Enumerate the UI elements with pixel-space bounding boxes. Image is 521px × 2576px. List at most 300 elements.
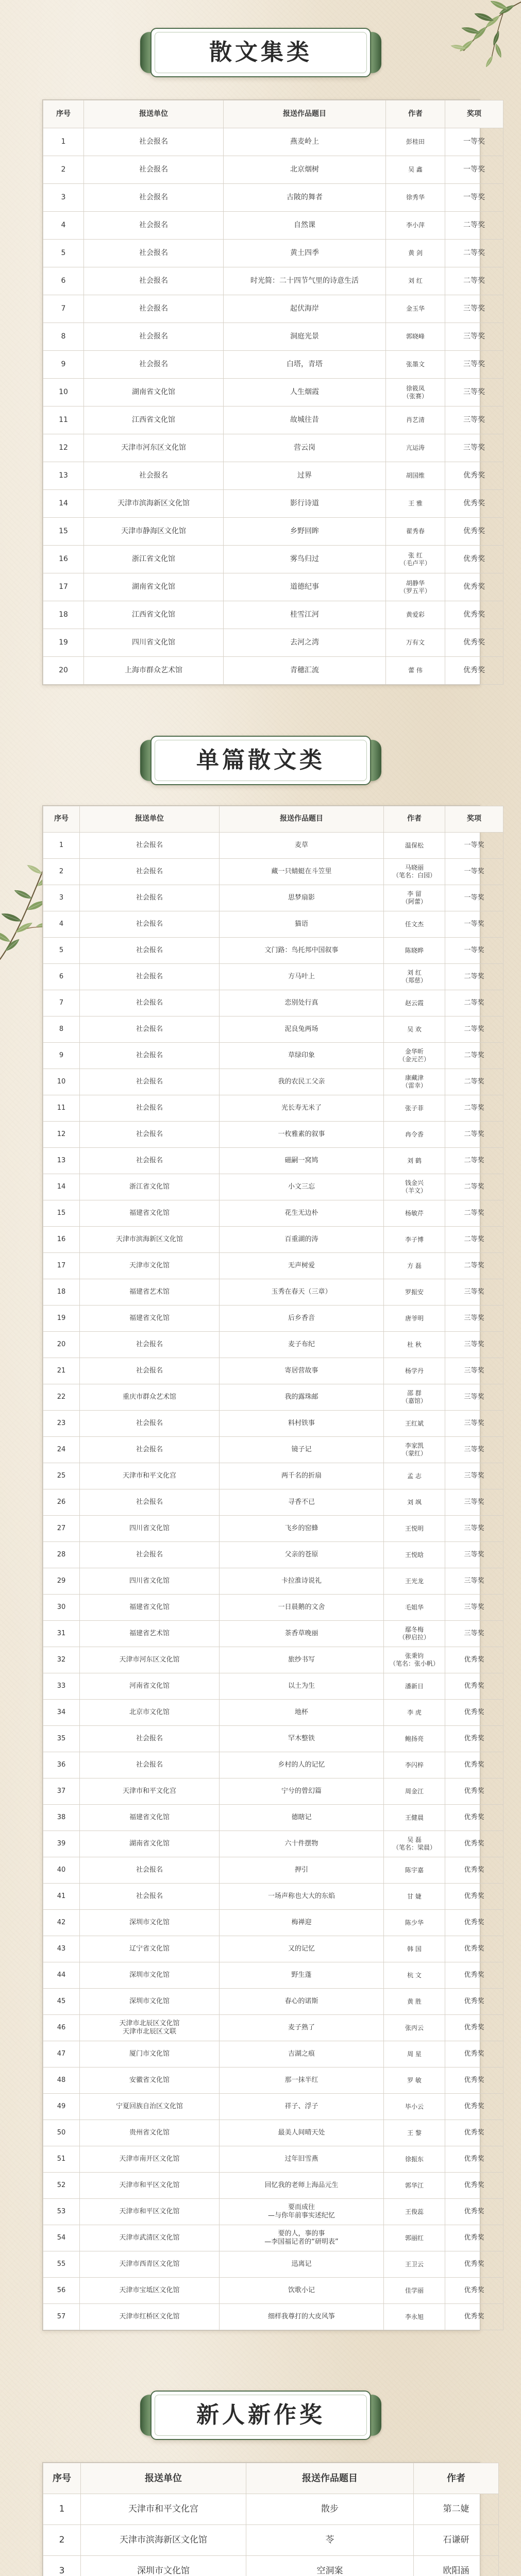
cell-unit: 社会报名 (80, 990, 220, 1016)
cell-author: 王光龙 (384, 1568, 445, 1595)
leaf-vein (6, 940, 18, 950)
cell-title: 吉湖之痕 (220, 2041, 384, 2067)
section-title: 单篇散文类 (196, 747, 325, 773)
cell-serial: 1 (43, 128, 84, 156)
cell-serial: 25 (43, 1463, 80, 1489)
cell-author: 蕾 伟 (386, 657, 445, 685)
cell-title: 两千名的折扇 (220, 1463, 384, 1489)
cell-award: 三等奖 (445, 1279, 503, 1306)
cell-title: 白塔，青塔 (224, 351, 386, 379)
table-row (43, 1227, 503, 1253)
cell-title: 祥子、浮子 (220, 2094, 384, 2120)
cell-award: 优秀奖 (445, 518, 503, 546)
cell-title: 梅禅迎 (220, 1910, 384, 1936)
cell-unit: 湖南省文化馆 (84, 573, 224, 601)
cell-award: 二等奖 (445, 267, 503, 295)
table-row (43, 267, 503, 295)
cell-award: 三等奖 (445, 1411, 503, 1437)
table-row (43, 2120, 503, 2146)
cell-author: 李小萍 (386, 212, 445, 240)
cell-title: 草绿印象 (220, 1043, 384, 1069)
cell-serial: 18 (43, 1279, 80, 1306)
cell-unit: 天津市和平文化宫 (80, 1463, 220, 1489)
cell-serial: 1 (43, 2494, 81, 2525)
cell-unit: 天津市文化馆 (80, 1253, 220, 1279)
cell-title: 燕麦岭上 (224, 128, 386, 156)
cell-title: 藏一只蜻蜓在斗笠里 (220, 859, 384, 885)
cell-title: 道德纪事 (224, 573, 386, 601)
table-row (43, 462, 503, 490)
table-row (43, 1043, 503, 1069)
cell-serial: 3 (43, 2556, 81, 2576)
cell-serial: 49 (43, 2094, 80, 2120)
cell-author: 黄爱彩 (386, 601, 445, 629)
cell-unit: 天津市武清区文化馆 (80, 2225, 220, 2251)
cell-serial: 36 (43, 1752, 80, 1778)
cell-award: 二等奖 (445, 1148, 503, 1174)
cell-unit: 社会报名 (84, 267, 224, 295)
cell-serial: 20 (43, 1332, 80, 1358)
table-row (43, 2041, 503, 2067)
table-row (43, 1936, 503, 1962)
cell-award: 优秀奖 (445, 1884, 503, 1910)
section-title: 新人新作奖 (196, 2402, 325, 2428)
cell-award: 三等奖 (445, 1463, 503, 1489)
column-header-unit: 报送单位 (84, 100, 224, 128)
cell-award: 优秀奖 (445, 1726, 503, 1752)
cell-unit: 天津市河东区文化馆 (80, 1647, 220, 1673)
cell-author: 钱金兴 （羊文） (384, 1174, 445, 1200)
table-body (43, 128, 503, 685)
cell-author: 胡国维 (386, 462, 445, 490)
cell-author: 张丙云 (384, 2015, 445, 2041)
cell-title: 时光简：二十四节气里的诗意生活 (224, 267, 386, 295)
cell-title: 玉秀在春天（三章） (220, 1279, 384, 1306)
cell-author: 王卫云 (384, 2251, 445, 2278)
cell-unit: 北京市文化馆 (80, 1700, 220, 1726)
cell-serial: 4 (43, 212, 84, 240)
cell-title: 乡野回眸 (224, 518, 386, 546)
table-row (43, 1805, 503, 1831)
cell-award: 二等奖 (445, 1227, 503, 1253)
cell-title: 宁兮的曾幻篇 (220, 1778, 384, 1805)
cell-unit: 深圳市文化馆 (80, 1962, 220, 1989)
cell-serial: 40 (43, 1857, 80, 1884)
cell-serial: 17 (43, 1253, 80, 1279)
section-banner-prose-collection (138, 24, 383, 81)
cell-serial: 14 (43, 490, 84, 518)
cell-unit: 社会报名 (80, 938, 220, 964)
cell-unit: 社会报名 (80, 833, 220, 859)
cell-unit: 社会报名 (80, 1857, 220, 1884)
cell-author: 李永旭 (384, 2304, 445, 2330)
cell-award: 二等奖 (445, 1095, 503, 1122)
cell-serial: 2 (43, 2525, 81, 2556)
cell-author: 罗振安 (384, 1279, 445, 1306)
cell-title: 营云岗 (224, 434, 386, 462)
cell-unit: 社会报名 (80, 1437, 220, 1463)
cell-serial: 47 (43, 2041, 80, 2067)
cell-title: 罕木整铁 (220, 1726, 384, 1752)
award-table (43, 806, 503, 2330)
cell-award: 三等奖 (445, 434, 503, 462)
cell-serial: 3 (43, 184, 84, 212)
header-row (43, 100, 503, 128)
cell-title: 寻香不已 (220, 1489, 384, 1516)
cell-author: 温保松 (384, 833, 445, 859)
cell-serial: 48 (43, 2067, 80, 2094)
table-row (43, 2304, 503, 2330)
cell-author: 王 黎 (384, 2120, 445, 2146)
cell-title: 过界 (224, 462, 386, 490)
table-row (43, 885, 503, 911)
cell-title: 光长寿无米了 (220, 1095, 384, 1122)
cell-author: 李 留 （阿蕾） (384, 885, 445, 911)
cell-serial: 26 (43, 1489, 80, 1516)
column-header-author: 作者 (384, 806, 445, 833)
cell-serial: 35 (43, 1726, 80, 1752)
cell-unit: 天津市静海区文化馆 (84, 518, 224, 546)
cell-title: 飞乡的窑蜂 (220, 1516, 384, 1542)
cell-unit: 天津市和平区文化馆 (80, 2173, 220, 2199)
cell-unit: 社会报名 (84, 351, 224, 379)
column-header-unit: 报送单位 (80, 806, 220, 833)
cell-author: 亢运涛 (386, 434, 445, 462)
cell-award: 三等奖 (445, 406, 503, 434)
table-row (43, 1279, 503, 1306)
cell-unit: 社会报名 (80, 859, 220, 885)
cell-award: 三等奖 (445, 1384, 503, 1411)
cell-unit: 天津市和平文化宫 (81, 2494, 246, 2525)
cell-title: 春心的诺斯 (220, 1989, 384, 2015)
cell-serial: 2 (43, 859, 80, 885)
table-row (43, 2067, 503, 2094)
cell-author: 刘 飒 (384, 1489, 445, 1516)
cell-author: 毛姐华 (384, 1595, 445, 1621)
cell-unit: 天津市红桥区文化馆 (80, 2304, 220, 2330)
table-row (43, 1700, 503, 1726)
cell-award: 三等奖 (445, 1568, 503, 1595)
cell-author: 王健晨 (384, 1805, 445, 1831)
table-header (43, 2463, 499, 2494)
cell-serial: 56 (43, 2278, 80, 2304)
cell-award: 二等奖 (445, 964, 503, 990)
cell-serial: 8 (43, 1016, 80, 1043)
cell-serial: 42 (43, 1910, 80, 1936)
cell-author: 罗 敏 (384, 2067, 445, 2094)
cell-serial: 11 (43, 1095, 80, 1122)
cell-award: 一等奖 (445, 156, 503, 184)
cell-title: 细样我尊打的大皮风筝 (220, 2304, 384, 2330)
table-header (43, 806, 503, 833)
cell-author: 金华昕 （金元芒） (384, 1043, 445, 1069)
cell-author: 马晓丽 （笔名：白园） (384, 859, 445, 885)
award-table (43, 100, 503, 685)
column-header-unit: 报送单位 (81, 2463, 246, 2494)
cell-title: 地杯 (220, 1700, 384, 1726)
cell-title: 方马叶上 (220, 964, 384, 990)
cell-serial: 6 (43, 267, 84, 295)
cell-award: 优秀奖 (445, 2015, 503, 2041)
cell-serial: 38 (43, 1805, 80, 1831)
table-row (43, 1437, 503, 1463)
table-row (43, 2251, 503, 2278)
cell-title: 雾鸟归过 (224, 546, 386, 573)
cell-serial: 10 (43, 1069, 80, 1095)
cell-serial: 8 (43, 323, 84, 351)
cell-author: 王红斌 (384, 1411, 445, 1437)
column-header-serial: 序号 (43, 100, 84, 128)
table-row (43, 240, 503, 267)
cell-award: 一等奖 (445, 885, 503, 911)
cell-unit: 四川省文化馆 (80, 1568, 220, 1595)
cell-author: 鲍扬亮 (384, 1726, 445, 1752)
cell-serial: 15 (43, 1200, 80, 1227)
cell-author: 张 红 （毛卢平） (386, 546, 445, 573)
cell-serial: 15 (43, 518, 84, 546)
cell-award: 二等奖 (445, 1069, 503, 1095)
cell-unit: 社会报名 (80, 1148, 220, 1174)
cell-title: 一场声称也大大的东焰 (220, 1884, 384, 1910)
cell-award: 一等奖 (445, 938, 503, 964)
cell-unit: 社会报名 (80, 1884, 220, 1910)
cell-unit: 天津市南开区文化馆 (80, 2146, 220, 2173)
cell-serial: 19 (43, 629, 84, 657)
cell-author: 杜 秋 (384, 1332, 445, 1358)
cell-award: 优秀奖 (445, 1857, 503, 1884)
cell-title: 思梦扇影 (220, 885, 384, 911)
cell-unit: 社会报名 (84, 240, 224, 267)
cell-title: 那一抹半红 (220, 2067, 384, 2094)
cell-award: 二等奖 (445, 990, 503, 1016)
cell-unit: 社会报名 (80, 1043, 220, 1069)
cell-award: 三等奖 (445, 1437, 503, 1463)
cell-unit: 湖南省文化馆 (84, 379, 224, 406)
cell-author: 王悦明 (384, 1516, 445, 1542)
table-row (43, 1253, 503, 1279)
cell-unit: 社会报名 (80, 1489, 220, 1516)
table-row (43, 1647, 503, 1673)
cell-author: 佳学丽 (384, 2278, 445, 2304)
cell-author: 张墨文 (386, 351, 445, 379)
cell-unit: 天津市北辰区文化馆 天津市北辰区文联 (80, 2015, 220, 2041)
cell-author: 郭晓峰 (386, 323, 445, 351)
cell-award: 三等奖 (445, 1306, 503, 1332)
cell-title: 苓 (246, 2525, 414, 2556)
cell-award: 一等奖 (445, 833, 503, 859)
cell-unit: 福建省文化馆 (80, 1805, 220, 1831)
cell-unit: 福建省艺术馆 (80, 1621, 220, 1647)
cell-serial: 11 (43, 406, 84, 434)
cell-unit: 社会报名 (84, 323, 224, 351)
cell-unit: 社会报名 (80, 1358, 220, 1384)
cell-serial: 55 (43, 2251, 80, 2278)
cell-title: 麦子熟了 (220, 2015, 384, 2041)
table-row (43, 859, 503, 885)
cell-unit: 社会报名 (80, 1095, 220, 1122)
table-row (43, 2199, 503, 2225)
cell-author: 潘新日 (384, 1673, 445, 1700)
cell-award: 优秀奖 (445, 462, 503, 490)
cell-title: 我的露珠邮 (220, 1384, 384, 1411)
cell-author: 徐秀华 (386, 184, 445, 212)
cell-author: 金玉华 (386, 295, 445, 323)
table-row (43, 546, 503, 573)
cell-unit: 社会报名 (84, 295, 224, 323)
cell-author: 王悦晗 (384, 1542, 445, 1568)
cell-serial: 5 (43, 938, 80, 964)
cell-award: 优秀奖 (445, 546, 503, 573)
cell-serial: 5 (43, 240, 84, 267)
cell-serial: 6 (43, 964, 80, 990)
cell-serial: 46 (43, 2015, 80, 2041)
cell-title: 百重湖的涛 (220, 1227, 384, 1253)
cell-award: 三等奖 (445, 351, 503, 379)
cell-award: 优秀奖 (445, 1831, 503, 1857)
cell-unit: 深圳市文化馆 (81, 2556, 246, 2576)
cell-award: 三等奖 (445, 1489, 503, 1516)
cell-title: 麦草 (220, 833, 384, 859)
cell-author: 吴 欢 (384, 1016, 445, 1043)
cell-award: 优秀奖 (445, 601, 503, 629)
cell-award: 三等奖 (445, 1621, 503, 1647)
cell-serial: 34 (43, 1700, 80, 1726)
cell-author: 刘 鹤 (384, 1148, 445, 1174)
cell-author: 刘 红 (386, 267, 445, 295)
cell-serial: 24 (43, 1437, 80, 1463)
cell-serial: 2 (43, 156, 84, 184)
table-row (43, 295, 503, 323)
cell-title: 影行诗道 (224, 490, 386, 518)
cell-award: 优秀奖 (445, 1778, 503, 1805)
cell-award: 一等奖 (445, 184, 503, 212)
table-row (43, 1489, 503, 1516)
cell-unit: 天津市西青区文化馆 (80, 2251, 220, 2278)
table-row (43, 156, 503, 184)
cell-unit: 湖南省文化馆 (80, 1831, 220, 1857)
cell-title: 要而成往 —与你年前事实述纪忆 (220, 2199, 384, 2225)
cell-award: 二等奖 (445, 240, 503, 267)
award-table (43, 2463, 499, 2576)
cell-unit: 厦门市文化馆 (80, 2041, 220, 2067)
section-banner-newcomer (138, 2386, 383, 2444)
cell-unit: 四川省文化馆 (84, 629, 224, 657)
cell-title: 迅离记 (220, 2251, 384, 2278)
table-row (43, 1726, 503, 1752)
cell-award: 优秀奖 (445, 2146, 503, 2173)
table-row (43, 2494, 499, 2525)
cell-author: 张子菲 (384, 1095, 445, 1122)
cell-title: 麦子布纪 (220, 1332, 384, 1358)
cell-title: 花生无边朴 (220, 1200, 384, 1227)
cell-award: 优秀奖 (445, 1805, 503, 1831)
cell-title: 回忆我的老师上海品元生 (220, 2173, 384, 2199)
cell-serial: 31 (43, 1621, 80, 1647)
cell-title: 料村铁事 (220, 1411, 384, 1437)
cell-award: 优秀奖 (445, 1910, 503, 1936)
cell-serial: 39 (43, 1831, 80, 1857)
cell-award: 三等奖 (445, 295, 503, 323)
cell-award: 二等奖 (445, 1122, 503, 1148)
cell-unit: 深圳市文化馆 (80, 1989, 220, 2015)
cell-award: 优秀奖 (445, 657, 503, 685)
cell-unit: 福建省艺术馆 (80, 1279, 220, 1306)
cell-award: 优秀奖 (445, 1936, 503, 1962)
cell-unit: 天津市滨海新区文化馆 (80, 1227, 220, 1253)
cell-title: 饮歌小记 (220, 2278, 384, 2304)
cell-author: 邵 群 （嘉馆） (384, 1384, 445, 1411)
table-row (43, 938, 503, 964)
cell-serial: 17 (43, 573, 84, 601)
cell-unit: 四川省文化馆 (80, 1516, 220, 1542)
cell-serial: 54 (43, 2225, 80, 2251)
cell-author: 李 虎 (384, 1700, 445, 1726)
cell-author: 陈少华 (384, 1910, 445, 1936)
plant-stem (464, 2, 521, 50)
cell-serial: 53 (43, 2199, 80, 2225)
table-row (43, 1568, 503, 1595)
table-row (43, 1752, 503, 1778)
cell-award: 二等奖 (445, 1200, 503, 1227)
cell-unit: 天津市和平区文化馆 (80, 2199, 220, 2225)
table-row (43, 1095, 503, 1122)
cell-author: 赵云霞 (384, 990, 445, 1016)
cell-title: 起伏海岸 (224, 295, 386, 323)
header-row (43, 2463, 499, 2494)
cell-author: 杨敏芹 (384, 1200, 445, 1227)
cell-unit: 重庆市群众艺术馆 (80, 1384, 220, 1411)
cell-serial: 16 (43, 546, 84, 573)
cell-title: 磁嗣一窝鸠 (220, 1148, 384, 1174)
table-row (43, 964, 503, 990)
table-row (43, 1148, 503, 1174)
cell-award: 三等奖 (445, 1358, 503, 1384)
cell-award: 一等奖 (445, 859, 503, 885)
cell-serial: 23 (43, 1411, 80, 1437)
cell-award: 优秀奖 (445, 2278, 503, 2304)
table-row (43, 2094, 503, 2120)
cell-title: 卡拉淮诗说礼 (220, 1568, 384, 1595)
table-body (43, 833, 503, 2330)
cell-author: 鄢冬梅 （秽启拉） (384, 1621, 445, 1647)
cell-author: 王 雅 (386, 490, 445, 518)
cell-title: 古陂的舞者 (224, 184, 386, 212)
cell-award: 优秀奖 (445, 2225, 503, 2251)
table-row (43, 323, 503, 351)
cell-unit: 安徽省文化馆 (80, 2067, 220, 2094)
table-row (43, 2525, 499, 2556)
cell-serial: 12 (43, 434, 84, 462)
table-row (43, 1411, 503, 1437)
cell-title: 小文三忘 (220, 1174, 384, 1200)
table-row (43, 573, 503, 601)
cell-serial: 33 (43, 1673, 80, 1700)
cell-serial: 41 (43, 1884, 80, 1910)
cell-author: 张秉钧 （笔名：张小帆） (384, 1647, 445, 1673)
cell-author: 李家凯 （蒙红） (384, 1437, 445, 1463)
cell-serial: 43 (43, 1936, 80, 1962)
cell-unit: 天津市宝坻区文化馆 (80, 2278, 220, 2304)
cell-serial: 30 (43, 1595, 80, 1621)
table-row (43, 1778, 503, 1805)
cell-serial: 57 (43, 2304, 80, 2330)
cell-unit: 社会报名 (80, 1069, 220, 1095)
cell-title: 过年旧雪燕 (220, 2146, 384, 2173)
cell-serial: 22 (43, 1384, 80, 1411)
cell-unit: 福建省文化馆 (80, 1306, 220, 1332)
cell-serial: 9 (43, 1043, 80, 1069)
table-row (43, 1595, 503, 1621)
